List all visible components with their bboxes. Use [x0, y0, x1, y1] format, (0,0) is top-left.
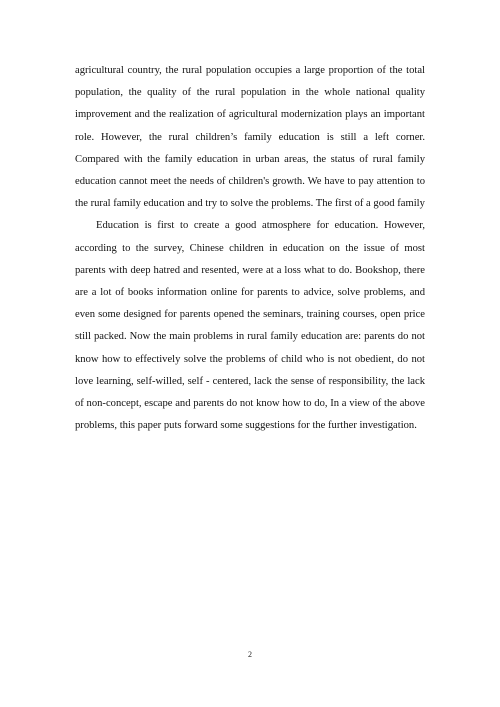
paragraph-continuation: agricultural country, the rural population occupies a large proportion of the total population, the quality of the rural population in the whole national quality improvement and the realization of agricultural modernization plays an important role. However, the rural children’s family education is still a left corner. Compared with the family education in urban areas, the status of rural family education cannot meet the needs of children's growth. We have to pay attention to the rural family education and try to solve the problems. The first of a good family — [75, 65, 425, 210]
body-text — [75, 60, 425, 437]
paragraph-education-atmosphere: Education is first to create a good atmosphere for education. However, according to the survey, Chinese children in education on the issue of most parents with deep hatred and resented, were at a loss what to do. Bookshop, there are a lot of books information online for parents to advice, solve problems, and even some designed for parents opened the seminars, training courses, open price still packed. Now the main problems in rural family education are: parents do not know how to effectively solve the problems of child who is not obedient, do not love learning, self-willed, self - centered, lack the sense of responsibility, the lack of non-concept, escape and parents do not know how to do, In a view of the above problems, this paper puts forward some suggestions for the further investigation. — [75, 220, 425, 432]
page-number: 2 — [248, 650, 252, 659]
